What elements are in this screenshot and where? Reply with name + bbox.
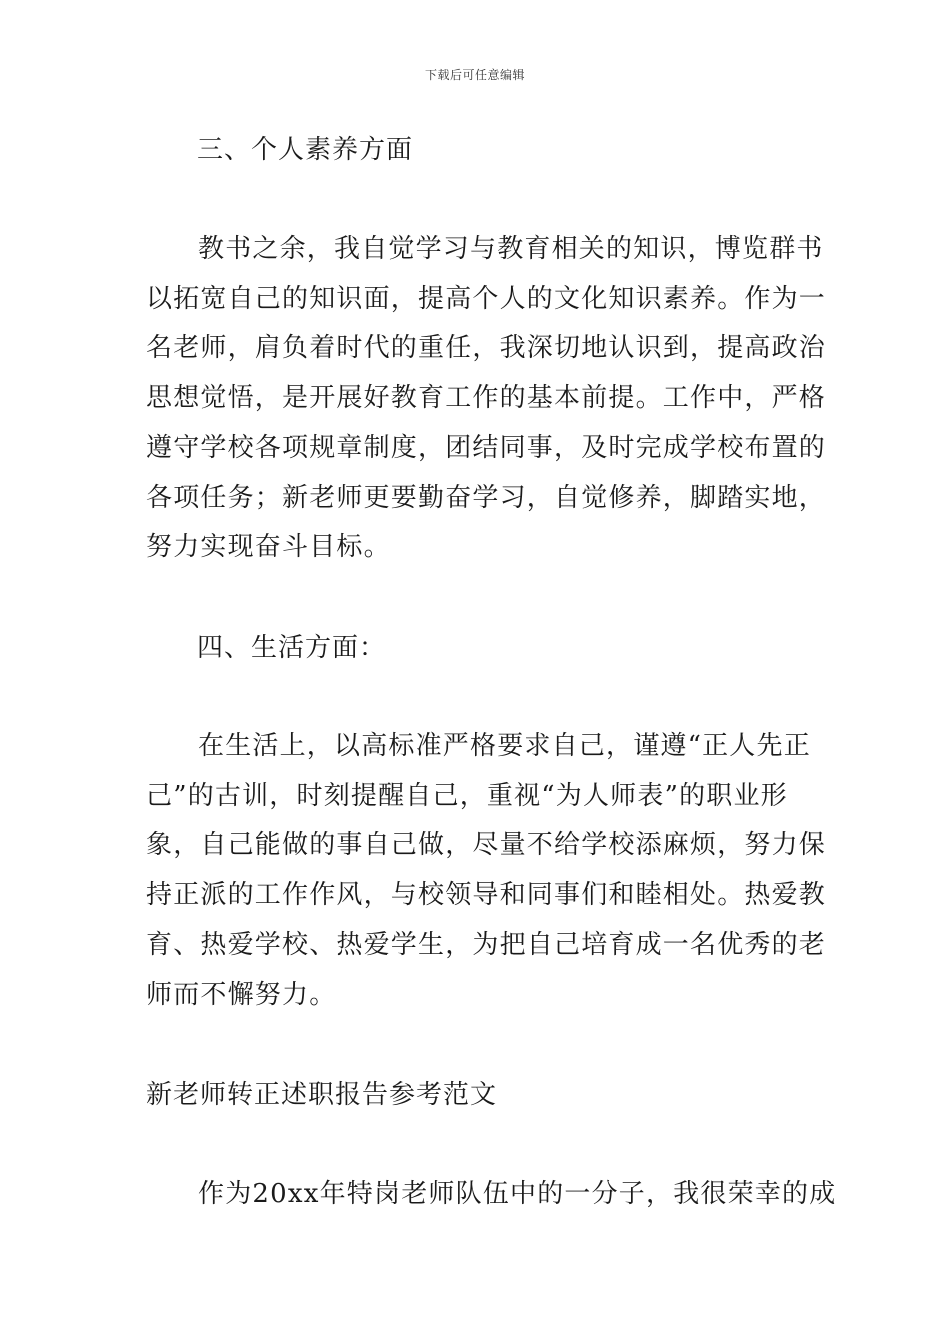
paragraph-line: 育、热爱学校、热爱学生，为把自己培育成一名优秀的老 — [146, 929, 827, 960]
paragraph-line: 各项任务；新老师更要勤奋学习，自觉修养，脚踏实地， — [146, 482, 827, 513]
paragraph-line: 己”的古训，时刻提醒自己，重视“为人师表”的职业形 — [146, 780, 788, 811]
paragraph-line: 在生活上，以高标准严格要求自己，谨遵“正人先正 — [198, 731, 811, 761]
paragraph-line: 持正派的工作作风，与校领导和同事们和睦相处。热爱教 — [146, 880, 827, 911]
paragraph-intro — [146, 1170, 837, 1220]
paragraph-line: 名老师，肩负着时代的重任，我深切地认识到，提高政治 — [146, 333, 827, 364]
paragraph-line: 师而不懈努力。 — [146, 979, 337, 1010]
paragraph-line: 以拓宽自己的知识面，提高个人的文化知识素养。作为一 — [146, 283, 827, 314]
paragraph-line: 象，自己能做的事自己做，尽量不给学校添麻烦，努力保 — [146, 830, 827, 861]
paragraph-line: 教书之余，我自觉学习与教育相关的知识，博览群书 — [198, 234, 824, 264]
paragraph-life — [146, 722, 827, 1020]
document-title: 新老师转正述职报告参考范文 — [146, 1080, 498, 1110]
paragraph-personal-quality — [146, 225, 827, 573]
paragraph-line: 作为20xx年特岗老师队伍中的一分子，我很荣幸的成 — [198, 1179, 837, 1209]
paragraph-line: 努力实现奋斗目标。 — [146, 532, 391, 563]
section-heading-life: 四、生活方面： — [197, 633, 387, 663]
paragraph-line: 思想觉悟，是开展好教育工作的基本前提。工作中，严格 — [146, 383, 827, 414]
paragraph-line: 遵守学校各项规章制度，团结同事，及时完成学校布置的 — [146, 432, 827, 463]
header-note: 下载后可任意编辑 — [424, 68, 525, 82]
section-heading-personal-quality: 三、个人素养方面 — [197, 135, 414, 165]
